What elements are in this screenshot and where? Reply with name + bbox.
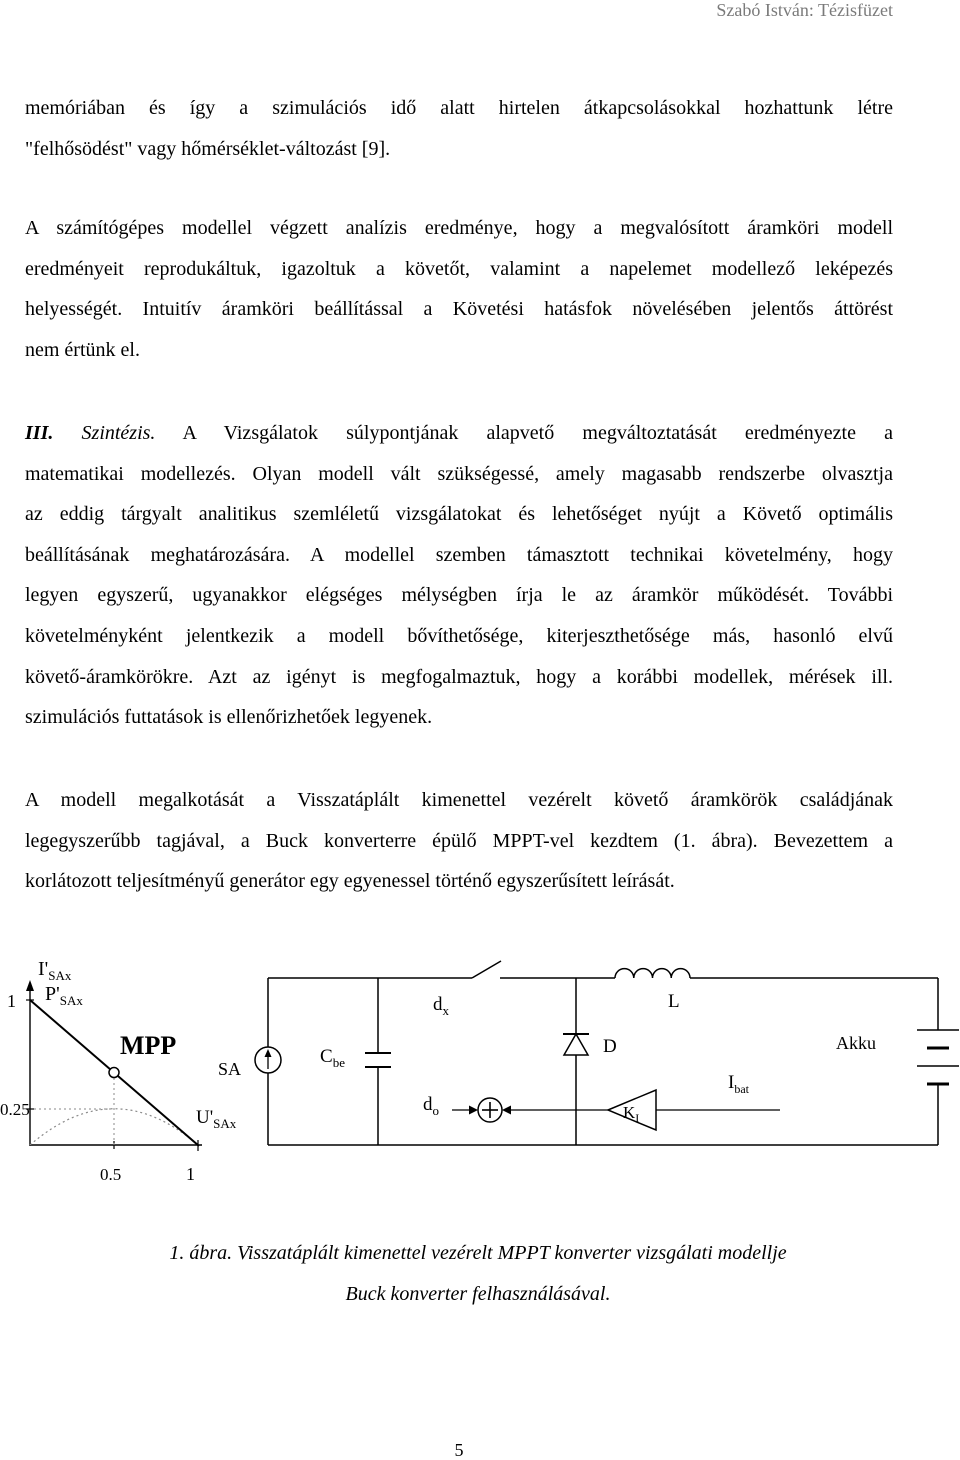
- graph-y-tick-top-label: 1: [7, 991, 16, 1011]
- figure-caption-line-2: Buck konverter felhasználásával.: [345, 1283, 611, 1305]
- gain-label-main: K: [623, 1103, 636, 1122]
- section-number: III.: [25, 422, 54, 444]
- inductor-label: L: [668, 991, 680, 1012]
- figure-caption-line-1: 1. ábra. Visszatáplált kimenettel vezérelt MPPT konverter vizsgálati modellje: [169, 1242, 787, 1264]
- diode-label: D: [603, 1036, 617, 1057]
- para3-line-7: követő-áramkörökre. Azt az igényt is megfogalmaztuk, hogy a korábbi modellek, mérések ill.: [25, 665, 893, 688]
- para3-line-1-text: A Vizsgálatok súlypontjának alapvető megváltoztatását eredményezte a: [182, 422, 894, 444]
- current-label-main: I': [38, 958, 49, 980]
- feedback-signal-arrow: [502, 1106, 511, 1115]
- figure-caption: [0, 1233, 956, 1315]
- inductor-coil: [615, 969, 690, 978]
- gain-label-sub: I: [635, 1111, 640, 1125]
- battery-label: Akku: [836, 1033, 876, 1053]
- para2-line-3: helyességét. Intuitív áramköri beállítással a Követési hatásfok növelésében jelentős áttörést: [25, 298, 893, 321]
- reference-label: [423, 1094, 439, 1118]
- graph-y-tick-quarter-label: 0.25: [0, 1100, 30, 1119]
- current-label-sub: SAx: [48, 968, 72, 983]
- para3-line-6: követelményként jelentkezik a modell bővíthetősége, kiterjeszthetősége más, hasonló elvű: [25, 624, 893, 647]
- para3-line-3: az eddig tárgyalt analitikus szemléletű vizsgálatokat és lehetőséget nyújt a Követő optimális: [25, 503, 893, 526]
- battery-current-label-sub: bat: [734, 1082, 749, 1096]
- solar-source-label: SA: [218, 1059, 242, 1079]
- voltage-label: [196, 1107, 237, 1131]
- mpp-point: [109, 1068, 119, 1078]
- para2-line-4: nem értünk el.: [25, 338, 140, 361]
- para2-line-2: eredményeit reprodukáltuk, igazoltuk a követőt, valamint a napelemet modellező leképezés: [25, 257, 893, 280]
- para2-line-1: A számítógépes modellel végzett analízis eredménye, hogy a megvalósított áramköri modell: [25, 217, 893, 239]
- reference-label-main: d: [423, 1094, 433, 1115]
- voltage-label-main: U': [196, 1107, 214, 1128]
- para3-line-2: matematikai modellezés. Olyan modell vált szükségessé, amely magasabb rendszerbe olvasztja: [25, 462, 893, 485]
- battery-current-label: [728, 1072, 750, 1096]
- para4-line-2: legegyszerűbb tagjával, a Buck konverterre épülő MPPT-vel kezdtem (1. ábra). Bevezettem a: [25, 829, 893, 852]
- page-number: 5: [454, 1440, 464, 1460]
- voltage-label-sub: SAx: [213, 1116, 237, 1131]
- mpp-label: MPP: [120, 1031, 177, 1060]
- paragraph-1: [25, 88, 893, 169]
- current-label: [38, 958, 72, 983]
- figure-1: [0, 940, 960, 1190]
- capacitor-label-main: C: [320, 1046, 333, 1067]
- section-title: Szintézis.: [81, 422, 156, 444]
- reference-signal-arrow: [469, 1106, 478, 1115]
- capacitor-label: [320, 1046, 345, 1070]
- paragraph-3: [25, 413, 893, 738]
- switch-lever: [472, 961, 501, 978]
- paragraph-4: [25, 780, 893, 902]
- power-label-main: P': [45, 983, 60, 1005]
- graph-x-tick-end-label: 1: [186, 1164, 195, 1184]
- battery-current-label-main: I: [728, 1072, 735, 1093]
- power-label-sub: SAx: [59, 993, 83, 1008]
- para4-line-3: korlátozott teljesítményű generátor egy egyenessel történő egyszerűsített leírását.: [25, 870, 675, 893]
- graph-x-tick-half-label: 0.5: [100, 1165, 122, 1184]
- para3-line-5: legyen egyszerű, ugyanakkor elégséges mélységben írja le az áramkör működését. További: [25, 584, 893, 607]
- running-header: Szabó István: Tézisfüzet: [716, 0, 893, 20]
- reference-label-sub: o: [432, 1103, 439, 1118]
- mppt-model-diagram: [0, 940, 960, 1190]
- capacitor-label-sub: be: [332, 1055, 345, 1070]
- power-label: [45, 983, 83, 1008]
- para3-line-1: [25, 413, 893, 454]
- graph-y-axis-arrow: [26, 980, 34, 991]
- switch-label-sub: x: [442, 1003, 449, 1018]
- switch-label: [433, 994, 450, 1018]
- diode-triangle: [564, 1034, 588, 1055]
- para3-line-8: szimulációs futtatások is ellenőrizhetőek legyenek.: [25, 706, 433, 729]
- para1-line-1: memóriában és így a szimulációs idő alatt hirtelen átkapcsolásokkal hozhattunk létre: [25, 97, 893, 119]
- para3-line-4: beállításának meghatározására. A modellel szemben támasztott technikai követelmény, hogy: [25, 543, 893, 566]
- para4-line-1: A modell megalkotását a Visszatáplált kimenettel vezérelt követő áramkörök családjának: [25, 789, 893, 811]
- paragraph-2: [25, 208, 893, 370]
- switch-label-main: d: [433, 994, 443, 1015]
- para1-line-2: "felhősödést" vagy hőmérséklet-változást [9].: [25, 137, 391, 160]
